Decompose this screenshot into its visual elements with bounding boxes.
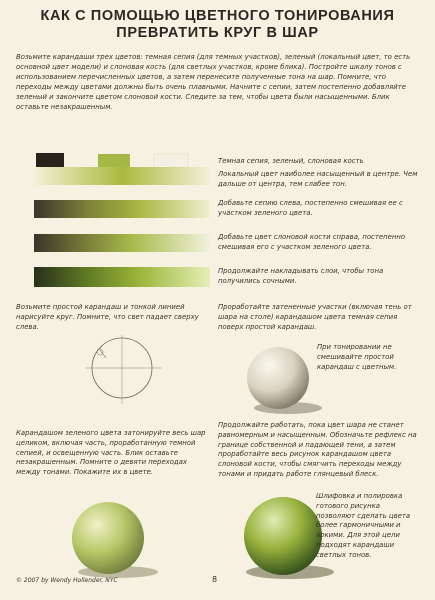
scale-strip-ivory-right [34, 232, 210, 254]
scale-strip-sepia-left [34, 198, 210, 220]
intro-paragraph: Возьмите карандаши трех цветов: темная сепия (для темных участков), зеленый (локальный цвет, то есть основной цвет модели) и слоновая кость (для светлых участков, кроме блика). Постройте шкалу тонов с использованием перечисленных цветов, а затем перенесите полученные тона на шар. Помните, что переходы между цветами должны быть очень плавными. Начните с сепии, затем постепенно добавляйте зеленый и закончите цветом слоновой кости. Следите за тем, чтобы цвета были насыщенными. Блик оставьте незакрашенным. [16, 53, 411, 111]
caption-add-sepia: Добавьте сепию слева, постепенно смешивая ее с участком зеленого цвета. [218, 199, 403, 217]
title-line-2: ПРЕВРАТИТЬ КРУГ В ШАР [116, 25, 319, 41]
page-number: 8 [212, 575, 218, 584]
title-line-1: КАК С ПОМОЩЬЮ ЦВЕТНОГО ТОНИРОВАНИЯ [40, 8, 395, 24]
caption-add-ivory: Добавьте цвет слоновой кости справа, постепенно смешивая его с участком зеленого цвета. [218, 233, 406, 251]
step-3-text: Карандашом зеленого цвета затонируйте весь шар целиком, включая часть, проработанную темной сепией, и освещенную часть. Блик оставьте незакрашенным. Помните о девяти переходах между тонами. Покажите их в цвете. [16, 429, 206, 477]
scale-strip-green [34, 165, 210, 187]
green-ball-light [56, 498, 166, 578]
caption-swatches: Темная сепия, зеленый, слоновая кость [218, 157, 364, 165]
step-5-text: Шлифовка и полировка готового рисунка позволяют сделать цвета более гармоничными и яркими. Для этой цели подходят карандаши светлых тонов. [316, 492, 411, 559]
scale-strip-final [34, 265, 210, 289]
step-1-text: Возьмите простой карандаш и тонкой линией нарисуйте круг. Помните, что свет падает сверху слева. [16, 303, 199, 331]
step-4-text: Продолжайте работать, пока цвет шара не станет равномерным и насыщенным. Обозначьте рефлекс на границе собственной и падающей тени, а затем проработайте весь рисунок карандашом цвета слоновой кости, чтобы смягчить переходы между тонами и придать работе глянцевый блеск. [218, 421, 417, 478]
caption-layers: Продолжайте накладывать слои, чтобы тона получились сочными. [218, 267, 384, 285]
sepia-ball-sketch [236, 338, 326, 418]
page-title [20, 8, 415, 42]
copyright-footer: © 2007 by Wendy Hollender, NYC [16, 577, 118, 584]
circle-sketch [82, 330, 172, 410]
caption-local-color: Локальный цвет наиболее насыщенный в центре. Чем дальше от центра, тем слабее тон. [218, 170, 418, 188]
step-2-note: При тонировании не смешивайте простой карандаш с цветным. [317, 343, 397, 371]
step-2-text: Проработайте затененные участки (включая тень от шара на столе) карандашом цвета темная сепия поверх простой карандаш. [218, 303, 412, 331]
